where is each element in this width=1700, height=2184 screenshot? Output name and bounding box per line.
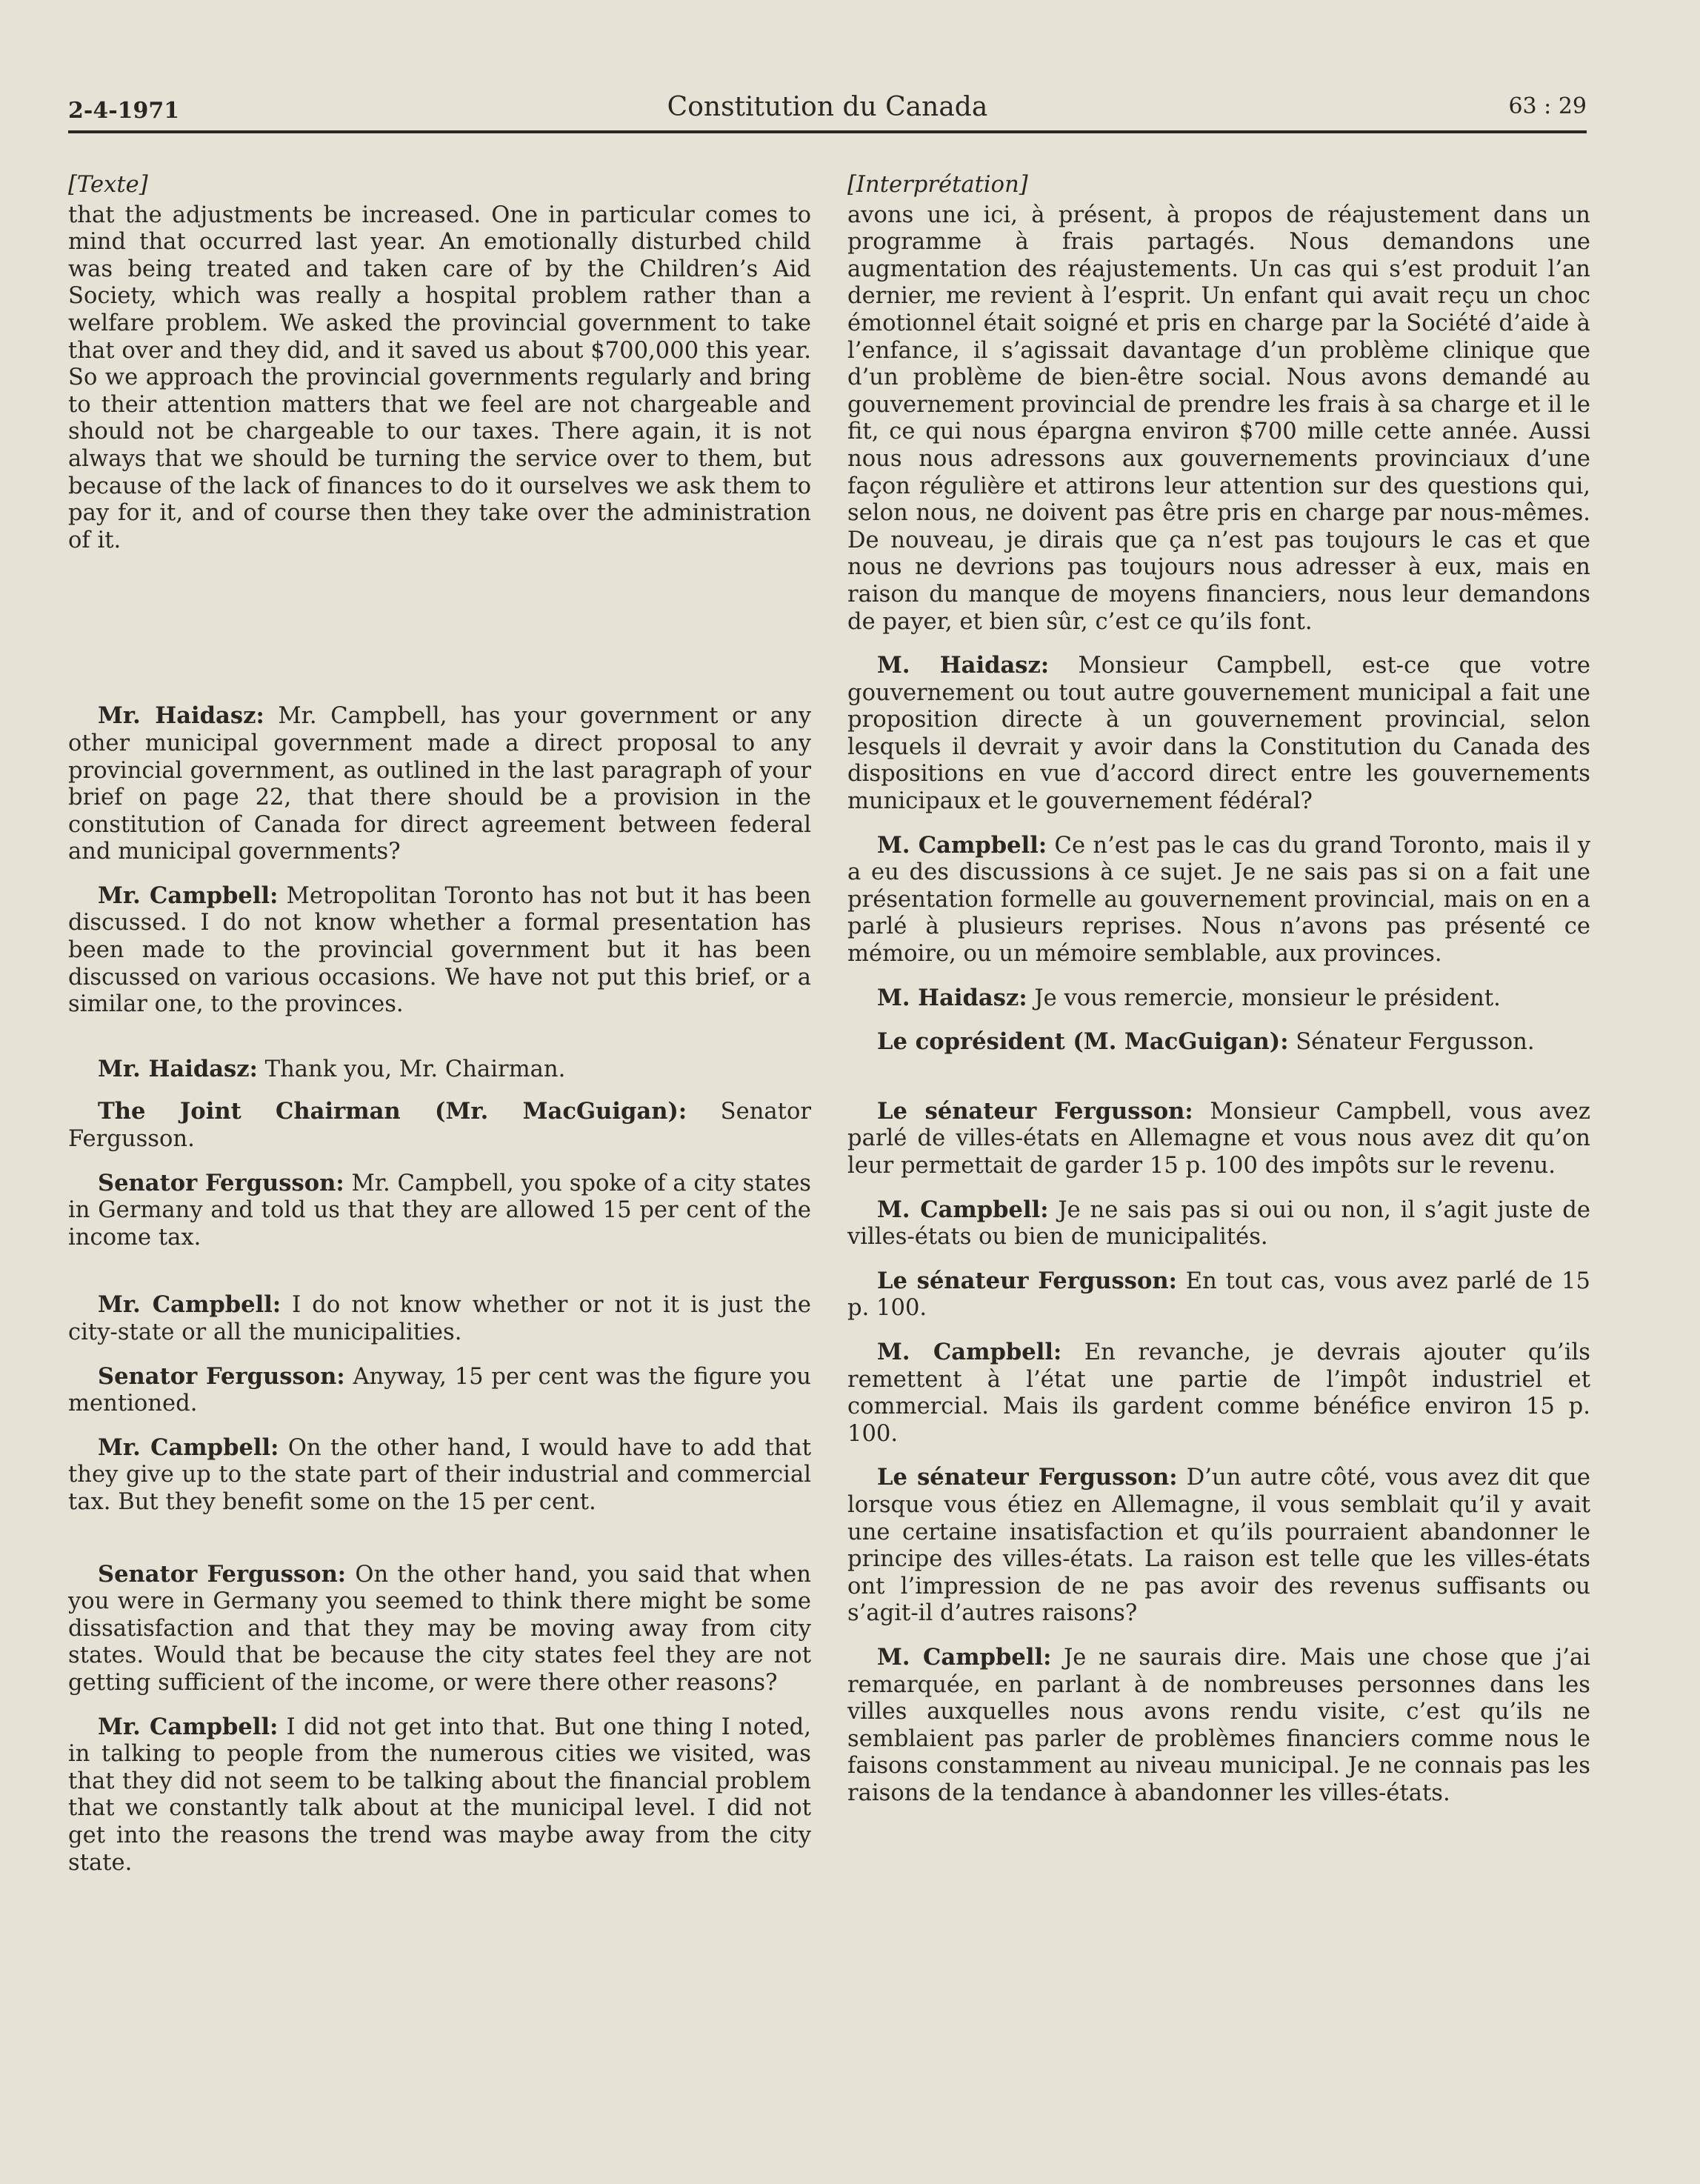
- speaker-name: Mr. Campbell:: [98, 1434, 279, 1461]
- speaker-name: Senator Fergusson:: [98, 1560, 347, 1588]
- speech-paragraph: [847, 652, 1590, 816]
- speech-paragraph: [68, 702, 811, 866]
- speaker-name: The Joint Chairman (Mr. MacGuigan):: [98, 1098, 687, 1125]
- speaker-name: M. Campbell:: [877, 1643, 1052, 1671]
- speech-paragraph: [847, 1098, 1590, 1180]
- speech-text: Je ne sais pas si oui ou non, il s’agit juste de villes-états ou bien de municipalités.: [847, 1196, 1590, 1251]
- speech-paragraph: [68, 882, 811, 1019]
- speech-paragraph: [847, 1464, 1590, 1628]
- speaker-name: M. Haidasz:: [877, 984, 1027, 1011]
- speech-text: D’un autre côté, vous avez dit que lorsque vous étiez en Allemagne, il vous semblait qu’il y avait une certaine insatisfaction et qu’ils pourraient abandonner le principe des villes-états. La raison est telle que les villes-états ont l’impression de ne pas avoir des revenus suffisants ou s’agit-il d’autres raisons?: [847, 1465, 1590, 1627]
- speech-paragraph: [847, 1339, 1590, 1448]
- speaker-name: Le coprésident (M. MacGuigan):: [877, 1028, 1289, 1056]
- speech-text: Sénateur Fergusson.: [1296, 1029, 1535, 1056]
- speech-text: On the other hand, I would have to add that they give up to the state part of their industrial and commercial tax. But they benefit some on the 15 per cent.: [68, 1434, 812, 1515]
- column-label: [Interprétation]: [847, 172, 1028, 198]
- speaker-name: Le sénateur Fergusson:: [877, 1097, 1193, 1125]
- speech-text: Thank you, Mr. Chairman.: [264, 1056, 566, 1082]
- speech-paragraph: [847, 1268, 1590, 1322]
- speaker-name: Mr. Campbell:: [98, 1291, 281, 1319]
- intro-paragraph: that the adjustments be increased. One in particular comes to mind that occurred last year. An emotionally disturbed child was being treated and taken care of by the Children’s Aid Society, which was really a hospital problem rather than a welfare problem. We asked the provincial government to take that over and they did, and it saved us about $700,000 this year. So we approach the provincial governments regularly and bring to their attention matters that we feel are not chargeable and should not be chargeable to our taxes. There again, it is not always that we should be turning the service over to them, but because of the lack of finances to do it ourselves we ask them to pay for it, and of course then they take over the administration of it.: [68, 202, 811, 553]
- speech-text: Monsieur Campbell, est-ce que votre gouvernement ou tout autre gouvernement municipal a fait une proposition directe à un gouvernement provincial, selon lesquels il devrait y avoir dans la Constitution du Canada des dispositions en vue d’accord direct entre les gouvernements municipaux et le gouvernement fédéral?: [847, 653, 1591, 815]
- speech-paragraph: [68, 1434, 811, 1517]
- speaker-name: Le sénateur Fergusson:: [877, 1267, 1177, 1294]
- speech-paragraph: [68, 1714, 811, 1877]
- speech-text: Metropolitan Toronto has not but it has been discussed. I do not know whether a formal presentation has been made to the provincial government but it has been discussed on various occasions. We have not put this brief, or a similar one, to the provinces.: [68, 882, 811, 1018]
- speech-paragraph: [847, 1644, 1590, 1808]
- speech-text: Anyway, 15 per cent was the figure you mentioned.: [68, 1363, 811, 1417]
- speech-text: Mr. Campbell, you spoke of a city states in Germany and told us that they are allowed 15 per cent of the income tax.: [68, 1170, 811, 1251]
- speaker-name: Senator Fergusson:: [98, 1362, 345, 1390]
- speaker-name: Le sénateur Fergusson:: [877, 1464, 1178, 1491]
- header-page-number: 63 : 29: [1508, 93, 1587, 119]
- speech-paragraph: [847, 985, 1590, 1013]
- speech-text: I did not get into that. But one thing I noted, in talking to people from the numerous cities we visited, was that they did not seem to be talking about the financial problem that we constantly talk about at the municipal level. I did not get into the reasons the trend was maybe away from the city state.: [68, 1714, 811, 1876]
- speech-paragraph: [847, 1028, 1590, 1056]
- speech-paragraph: [847, 832, 1590, 968]
- speaker-name: M. Campbell:: [877, 831, 1047, 859]
- header-title: Constitution du Canada: [667, 92, 988, 122]
- speech-text: Mr. Campbell, has your government or any other municipal government made a direct proposal to any provincial government, as outlined in the last paragraph of your brief on page 22, that there should be a provision in the constitution of Canada for direct agreement between federal and municipal governments?: [68, 703, 811, 865]
- column-label: [Texte]: [68, 172, 148, 198]
- speaker-name: M. Haidasz:: [877, 652, 1050, 679]
- speech-text: Senator Fergusson.: [68, 1099, 811, 1153]
- speech-paragraph: [68, 1291, 811, 1346]
- speech-paragraph: [68, 1561, 811, 1697]
- speech-text: Monsieur Campbell, vous avez parlé de villes-états en Allemagne et vous nous avez dit qu’on leur permettait de garder 15 p. 100 des impôts sur le revenu.: [847, 1098, 1591, 1179]
- intro-paragraph: avons une ici, à présent, à propos de réajustement dans un programme à frais partagés. Nous demandons une augmentation des réajustements. Un cas qui s’est produit l’an dernier, me revient à l’esprit. Un enfant qui avait reçu un choc émotionnel était soigné et pris en charge par la Société d’aide à l’enfance, il s’agissait davantage d’un problème clinique que d’un problème de bien-être social. Nous avons demandé au gouvernement provincial de prendre les frais à sa charge et il le fit, ce qui nous épargna environ $700 mille cette année. Aussi nous nous adressons aux gouvernements provinciaux d’une façon régulière et attirons leur attention sur des questions qui, selon nous, ne doivent pas être pris en charge par nous-mêmes. De nouveau, je dirais que ça n’est pas toujours le cas et que nous ne devrions pas toujours nous adresser à eux, mais en raison du manque de moyens financiers, nous leur demandons de payer, et bien sûr, c’est ce qu’ils font.: [847, 202, 1590, 635]
- speaker-name: Mr. Haidasz:: [98, 702, 264, 730]
- speaker-name: Mr. Campbell:: [98, 882, 279, 909]
- speech-text: Je vous remercie, monsieur le président.: [1034, 985, 1501, 1011]
- speaker-name: Senator Fergusson:: [98, 1169, 344, 1196]
- speech-paragraph: [68, 1363, 811, 1418]
- speaker-name: M. Campbell:: [877, 1338, 1062, 1365]
- right-column-french: [847, 172, 1590, 1807]
- speech-text: En revanche, je devrais ajouter qu’ils remettent à l’état une partie de l’impôt industriel et commercial. Mais ils gardent comme bénéfice environ 15 p. 100.: [847, 1339, 1590, 1447]
- left-column-english: [68, 172, 811, 1877]
- speaker-name: M. Campbell:: [877, 1196, 1049, 1223]
- header-date: 2-4-1971: [68, 98, 180, 124]
- speech-text: Ce n’est pas le cas du grand Toronto, mais il y a eu des discussions à ce sujet. Je ne sais pas si on a fait une présentation formelle au gouvernement provincial, mais on en a parlé à plusieurs reprises. Nous n’avons pas présenté ce mémoire, ou un mémoire semblable, aux provinces.: [847, 832, 1591, 968]
- speech-text: I do not know whether or not it is just the city-state or all the municipalities.: [68, 1292, 811, 1345]
- speech-paragraph: [68, 1170, 811, 1252]
- page-header: [68, 87, 1587, 133]
- speech-paragraph: [68, 1056, 811, 1084]
- speech-paragraph: [68, 1098, 811, 1153]
- speaker-name: Mr. Haidasz:: [98, 1055, 258, 1082]
- speech-text: On the other hand, you said that when you were in Germany you seemed to think there might be some dissatisfaction and that they may be moving away from city states. Would that be because the city states feel they are not getting sufficient of the income, or were there other reasons?: [68, 1561, 811, 1696]
- speech-text: Je ne saurais dire. Mais une chose que j’ai remarquée, en parlant à de nombreuses personnes dans les villes auxquelles nous avons rendu visite, c’est qu’ils ne semblaient pas parler de problèmes financiers comme nous le faisons constamment au niveau municipal. Je ne connais pas les raisons de la tendance à abandonner les villes-états.: [847, 1644, 1590, 1806]
- speaker-name: Mr. Campbell:: [98, 1713, 279, 1740]
- speech-paragraph: [847, 1196, 1590, 1251]
- speech-text: En tout cas, vous avez parlé de 15 p. 100.: [847, 1268, 1590, 1322]
